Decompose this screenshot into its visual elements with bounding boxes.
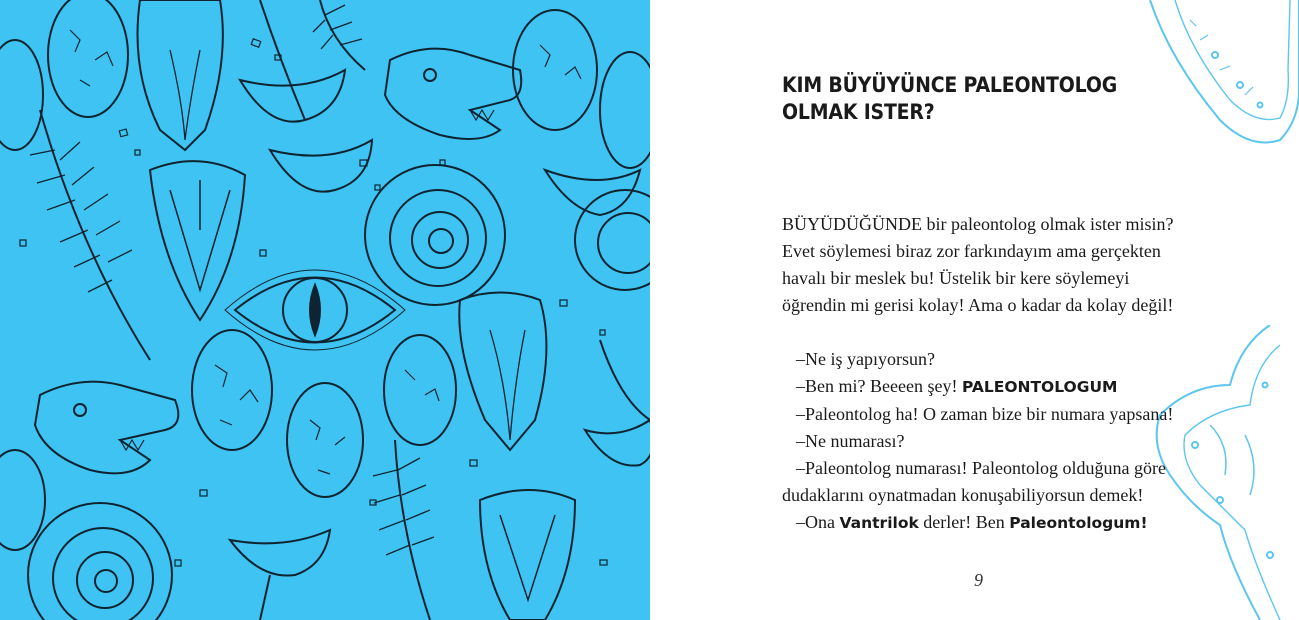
paragraph-line: havalı bir meslek bu! Üstelik bir kere söylemeyi <box>782 268 1130 288</box>
dialogue-line: dudaklarını oynatmadan konuşabiliyorsun demek! <box>782 485 1144 505</box>
text-page <box>650 0 1299 620</box>
page-number: 9 <box>974 570 983 590</box>
fern-illustration <box>373 440 434 620</box>
egg-illustration <box>48 0 128 117</box>
dinosaur-skull-illustration <box>459 293 546 451</box>
emphasis-word: PALEONTOLOGUM <box>961 378 1118 396</box>
fern-illustration <box>30 110 150 360</box>
dialogue-line: –Ne numarası? <box>796 431 905 451</box>
ginkgo-leaf-illustration <box>230 530 330 620</box>
egg-illustration <box>384 335 456 445</box>
dinosaur-skull-illustration <box>385 49 521 139</box>
dialogue-line: –Paleontolog ha! O zaman bize bir numara yapsana! <box>796 404 1174 424</box>
egg-illustration <box>513 10 597 130</box>
paragraph-line: BÜYÜDÜĞÜNDE bir paleontolog olmak ister misin? <box>782 214 1174 234</box>
ammonite-illustration <box>28 503 172 620</box>
egg-illustration <box>600 52 650 168</box>
paragraph-line: Evet söylemesi biraz zor farkındayım ama gerçekten <box>782 241 1161 261</box>
emphasis-word: Paleontologum! <box>1009 514 1148 532</box>
dialogue-line <box>782 509 1212 537</box>
paragraph-line: öğrendin mi gerisi kolay! Ama o kadar da kolay değil! <box>782 295 1174 315</box>
dialogue-line: –Ne iş yapıyorsun? <box>796 349 935 369</box>
footprint-fossil-illustration <box>150 161 245 320</box>
ammonite-illustration <box>575 190 650 290</box>
egg-illustration <box>0 450 45 550</box>
dialogue-line <box>782 373 1212 401</box>
fern-illustration <box>313 0 365 70</box>
egg-illustration <box>287 383 363 497</box>
egg-illustration <box>192 330 272 450</box>
dialogue-line: –Paleontolog numarası! Paleontolog olduğuna göre <box>796 458 1166 478</box>
dialogue-text: –Ben mi? Beeeen şey! <box>796 376 962 396</box>
page-title <box>782 72 1118 126</box>
footprint-fossil-decoration <box>1130 0 1299 160</box>
dinosaur-skull-illustration <box>35 382 178 474</box>
emphasis-word: Vantrilok <box>839 514 919 532</box>
story-text <box>782 211 1212 537</box>
footprint-fossil-illustration <box>480 490 575 620</box>
egg-illustration <box>0 40 43 150</box>
dialogue-text: derler! Ben <box>918 512 1010 532</box>
title-line: KIM BÜYÜYÜNCE PALEONTOLOG <box>782 73 1118 97</box>
ammonite-illustration <box>365 165 505 305</box>
title-line: OLMAK ISTER? <box>782 100 935 124</box>
dialogue-text: –Ona <box>796 512 840 532</box>
dinosaur-skull-illustration <box>138 0 223 150</box>
ginkgo-leaf-illustration <box>240 0 372 192</box>
